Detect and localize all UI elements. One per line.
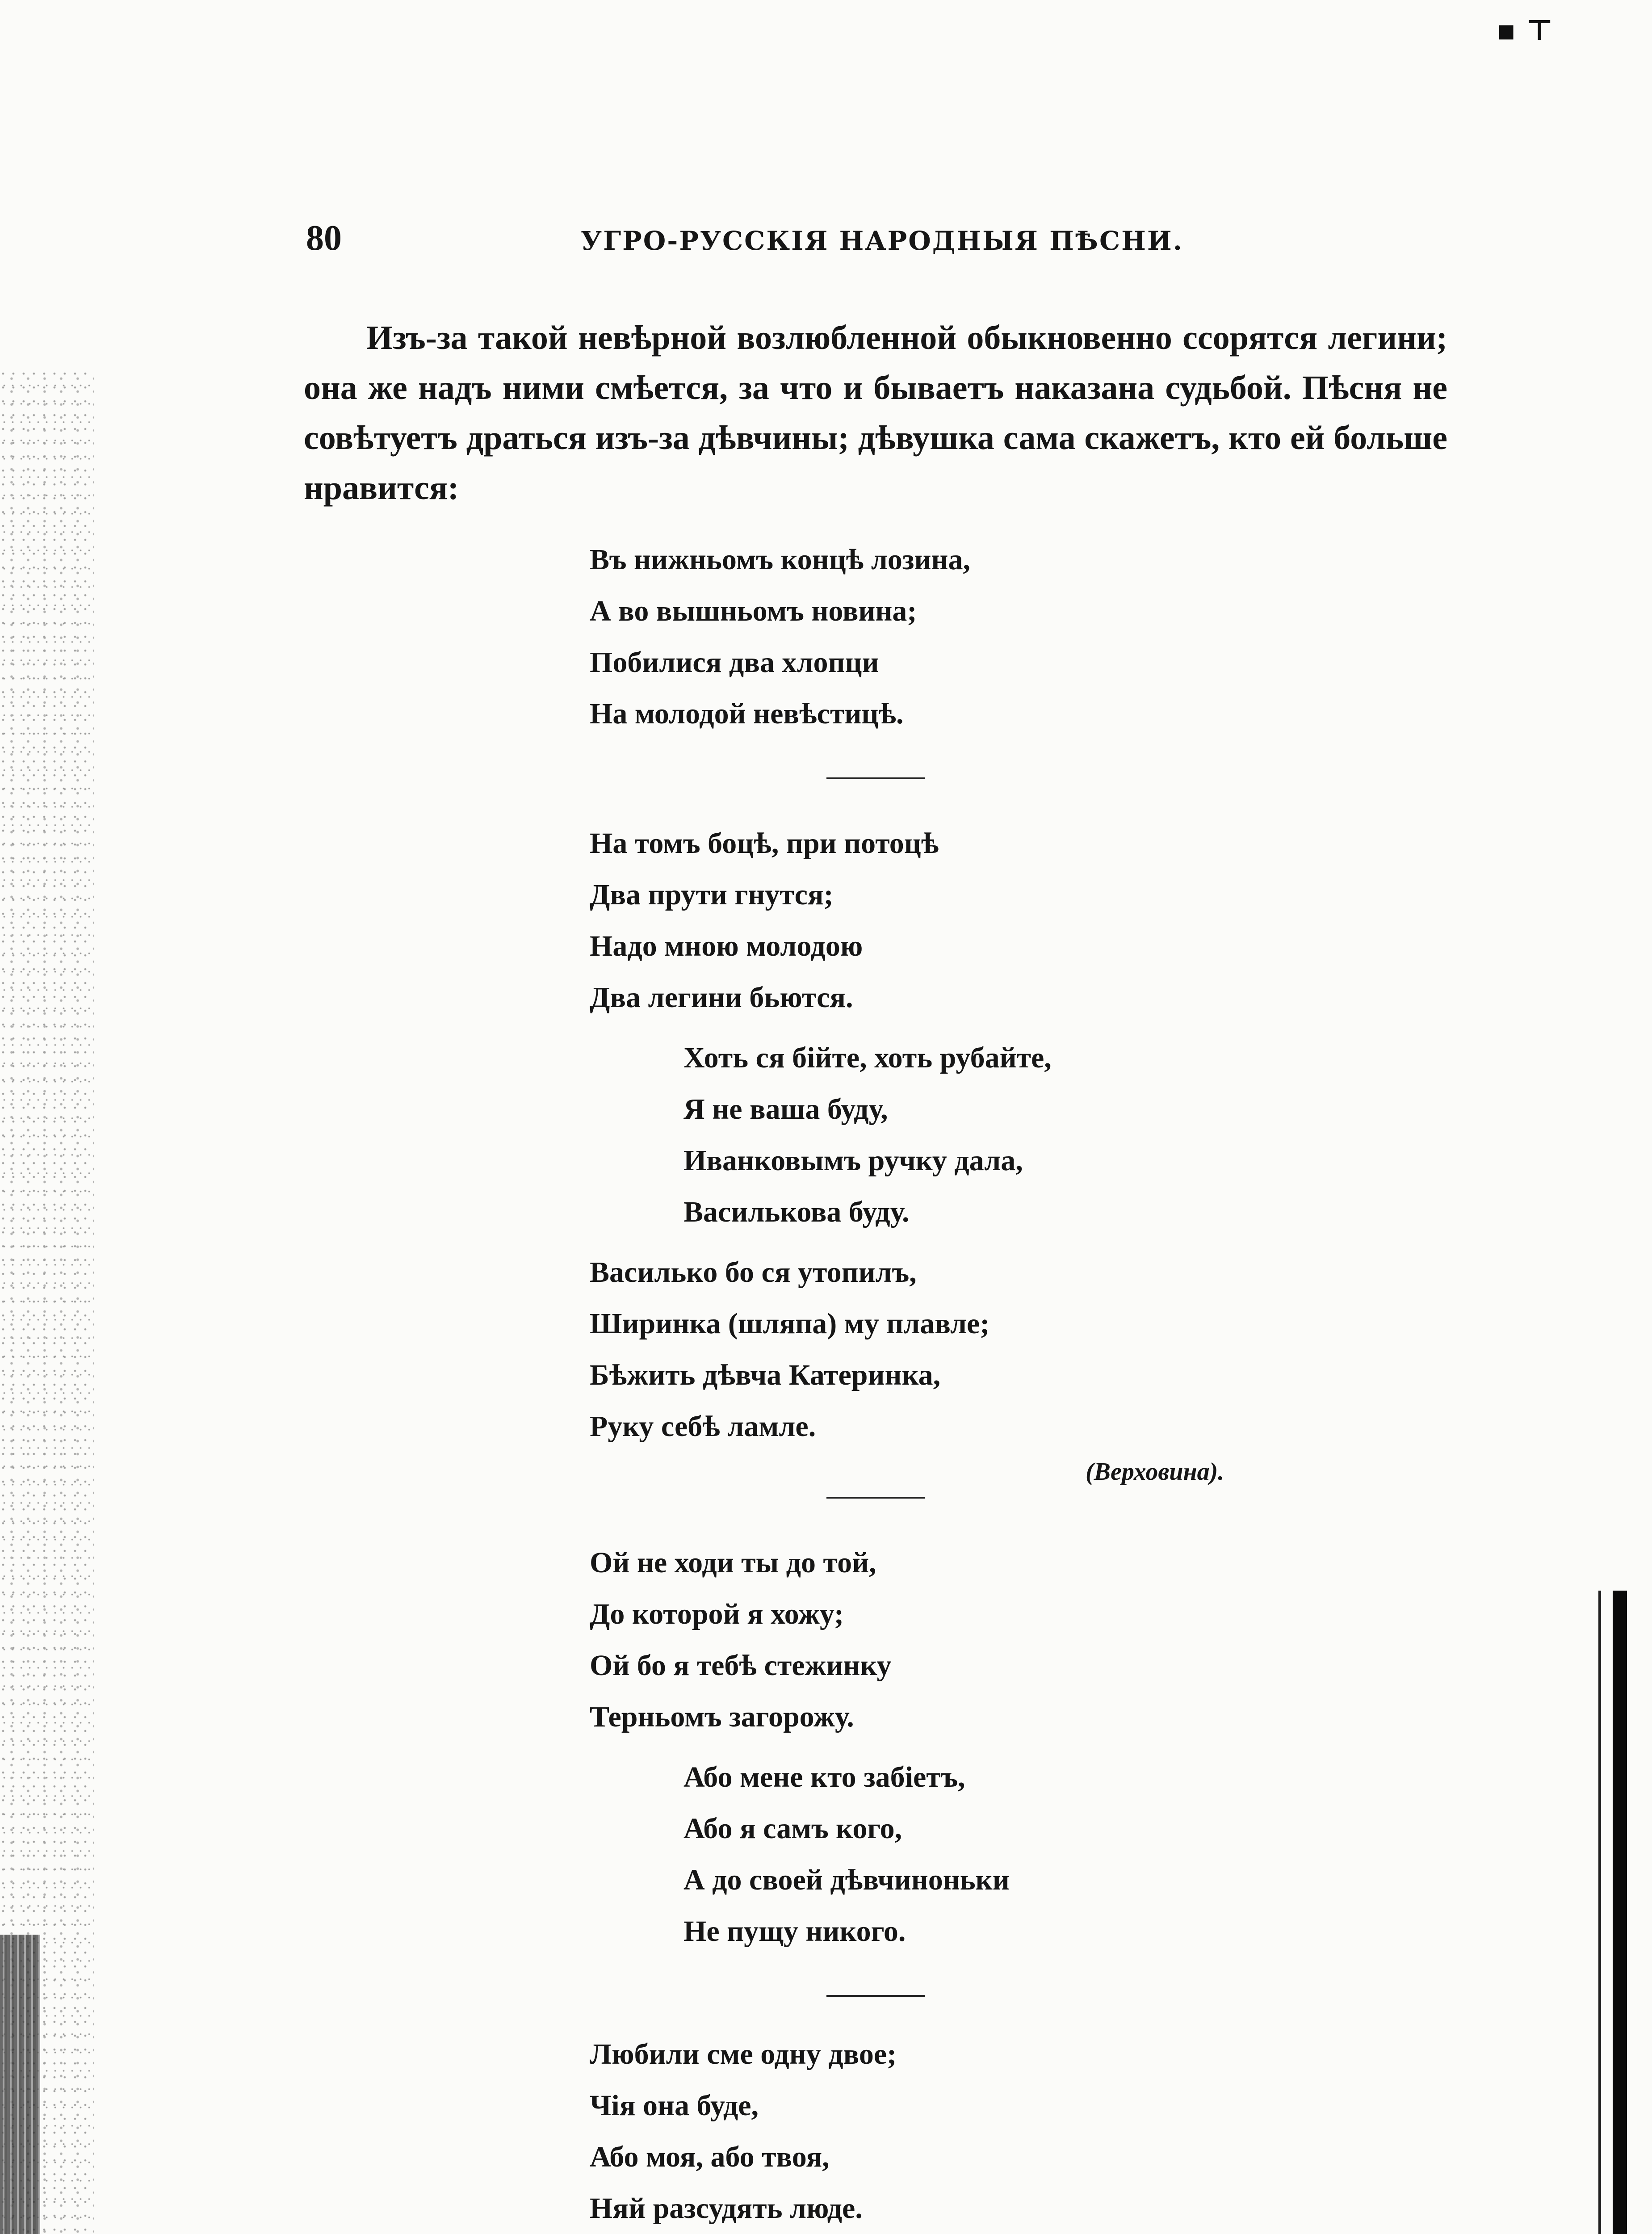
- verse-line: Василько бо ся утопилъ,: [590, 1256, 917, 1289]
- stanza-1: [590, 534, 970, 739]
- verse-line: Чія она буде,: [590, 2089, 759, 2122]
- source-attribution: (Верховина).: [1086, 1458, 1224, 1486]
- verse-line: Ширинка (шляпа) му плавле;: [590, 1307, 990, 1340]
- verse-line: Надо мною молодою: [590, 930, 863, 962]
- verse-line: А до своей дѣвчиноньки: [683, 1864, 1010, 1896]
- scan-corner-mark: ▪ ⊤: [1497, 13, 1554, 47]
- verse-line: Я не ваша буду,: [683, 1093, 888, 1125]
- verse-line: Няй разсудять люде.: [590, 2192, 863, 2225]
- section-divider: [826, 1995, 925, 1997]
- verse-line: Хоть ся бійте, хоть рубайте,: [683, 1041, 1052, 1074]
- page-number: 80: [306, 218, 342, 258]
- verse-line: На молодой невѣстицѣ.: [590, 697, 904, 730]
- verse-line: Василькова буду.: [683, 1196, 910, 1228]
- scan-edge-bar: [1613, 1591, 1627, 2234]
- stanza-4: [590, 1247, 990, 1452]
- stanza-6: [683, 1751, 1010, 1957]
- verse-line: Два прути гнутся;: [590, 878, 834, 911]
- verse-line: Або я самъ кого,: [683, 1812, 902, 1845]
- verse-line: А во вышньомъ новина;: [590, 595, 917, 627]
- verse-line: Два легини бьются.: [590, 981, 853, 1014]
- verse-line: Або моя, або твоя,: [590, 2141, 830, 2173]
- verse-line: Не пущу никого.: [683, 1915, 906, 1948]
- scan-edge-line: [1598, 1591, 1601, 2234]
- section-divider: [826, 1497, 925, 1499]
- verse-line: Любили сме одну двое;: [590, 2038, 897, 2070]
- scan-edge-shadow: [0, 1935, 40, 2234]
- stanza-3: [683, 1032, 1052, 1238]
- intro-paragraph: Изъ-за такой невѣрной возлюбленной обыкновенно ссорятся легини; она же надъ ними смѣется, за что и бываетъ наказана судьбой. Пѣсня не совѣтуетъ драться изъ-за дѣвчины; дѣвушка сама скажетъ, кто ей больше нравится:: [304, 319, 1447, 507]
- verse-line: Або мене кто забіетъ,: [683, 1761, 965, 1793]
- running-title: УГРО-РУССКІЯ НАРОДНЫЯ ПѢСНИ.: [581, 226, 1183, 256]
- stanza-2: [590, 818, 939, 1023]
- verse-line: Терньомъ загорожу.: [590, 1701, 854, 1733]
- verse-line: Иванковымъ ручку дала,: [683, 1144, 1023, 1177]
- stanza-5: [590, 1537, 892, 1743]
- verse-line: Бѣжить дѣвча Катеринка,: [590, 1359, 941, 1391]
- stanza-7: [590, 2028, 897, 2234]
- section-divider: [826, 777, 925, 779]
- verse-line: Ой не ходи ты до той,: [590, 1546, 876, 1579]
- verse-line: Ой бо я тебѣ стежинку: [590, 1649, 892, 1682]
- verse-line: Въ нижньомъ концѣ лозина,: [590, 543, 970, 576]
- verse-line: Руку себѣ ламле.: [590, 1410, 816, 1443]
- verse-line: На томъ боцѣ, при потоцѣ: [590, 827, 939, 860]
- verse-line: Побилися два хлопци: [590, 646, 879, 679]
- verse-line: До которой я хожу;: [590, 1598, 844, 1630]
